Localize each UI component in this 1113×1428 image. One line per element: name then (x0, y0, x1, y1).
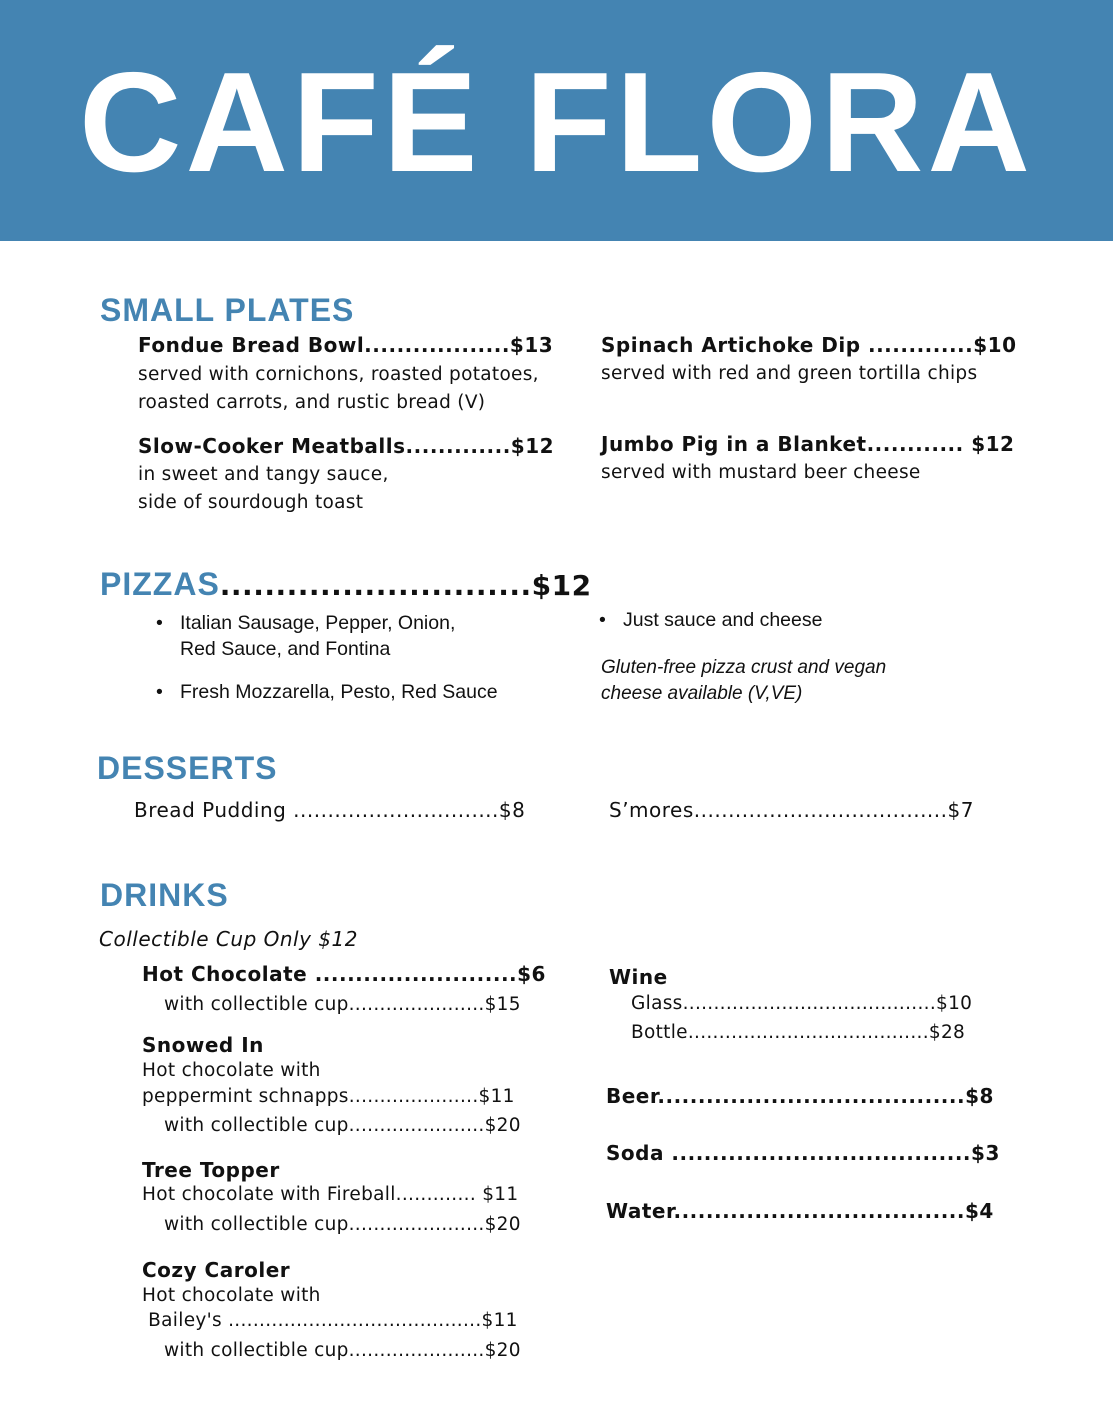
cozy-caroler-desc-2: Bailey's .........................................$11 (142, 1310, 518, 1331)
collectible-cup-note: Collectible Cup Only $12 (99, 927, 358, 951)
fondue-bread-bowl-name: Fondue Bread Bowl..................$13 (138, 333, 554, 357)
bullet-icon: • (156, 681, 163, 703)
pizza-option-1 (156, 610, 456, 662)
smores: S’mores.....................................$7 (609, 798, 974, 822)
beer: Beer......................................$8 (606, 1084, 994, 1108)
water: Water....................................$4 (606, 1199, 994, 1223)
cozy-caroler-name: Cozy Caroler (142, 1258, 291, 1282)
pizza-note-line-2: cheese available (V,VE) (601, 683, 803, 704)
pizzas-heading: PIZZAS (100, 566, 220, 602)
bullet-icon: • (156, 612, 163, 634)
hot-chocolate-cup: with collectible cup......................$15 (164, 994, 521, 1015)
cozy-caroler-cup: with collectible cup......................$20 (164, 1340, 521, 1361)
drinks-heading: DRINKS (100, 877, 229, 913)
pizza-option-2 (156, 679, 498, 705)
wine-glass: Glass.........................................$10 (631, 993, 973, 1014)
cozy-caroler-desc-1: Hot chocolate with (142, 1285, 321, 1306)
pizza-option-1-line-2: Red Sauce, and Fontina (180, 638, 391, 660)
bread-pudding: Bread Pudding ..............................$8 (134, 798, 526, 822)
meatballs-desc-1: in sweet and tangy sauce, (138, 464, 389, 485)
soda: Soda .....................................$3 (606, 1141, 1000, 1165)
desserts-heading: DESSERTS (97, 750, 278, 786)
spinach-artichoke-dip-name: Spinach Artichoke Dip .............$10 (601, 333, 1017, 357)
fondue-bread-bowl-desc-1: served with cornichons, roasted potatoes, (138, 364, 539, 385)
header-banner (0, 0, 1113, 241)
tree-topper-desc: Hot chocolate with Fireball............. $11 (142, 1184, 519, 1205)
pizza-note (601, 655, 886, 707)
snowed-in-desc-1: Hot chocolate with (142, 1060, 321, 1081)
pizza-option-3 (599, 607, 823, 633)
meatballs-desc-2: side of sourdough toast (138, 492, 364, 513)
cafe-title: CAFÉ FLORA (78, 43, 1035, 202)
pizza-option-1-line-1: Italian Sausage, Pepper, Onion, (180, 612, 456, 634)
spinach-artichoke-dip-desc: served with red and green tortilla chips (601, 363, 978, 384)
snowed-in-cup: with collectible cup......................$20 (164, 1115, 521, 1136)
hot-chocolate-name: Hot Chocolate .........................$6 (142, 962, 546, 986)
snowed-in-name: Snowed In (142, 1033, 264, 1057)
pizza-option-3-line-1: Just sauce and cheese (623, 609, 823, 631)
tree-topper-cup: with collectible cup......................$20 (164, 1214, 521, 1235)
snowed-in-desc-2: peppermint schnapps.....................$11 (142, 1086, 515, 1107)
tree-topper-name: Tree Topper (142, 1158, 280, 1182)
pizza-note-line-1: Gluten-free pizza crust and vegan (601, 657, 887, 678)
pizzas-price: ............................$12 (219, 569, 592, 602)
bullet-icon: • (599, 609, 606, 631)
wine-name: Wine (609, 965, 668, 989)
small-plates-heading: SMALL PLATES (100, 292, 355, 328)
pig-in-blanket-desc: served with mustard beer cheese (601, 462, 921, 483)
pig-in-blanket-name: Jumbo Pig in a Blanket............ $12 (601, 432, 1015, 456)
meatballs-name: Slow-Cooker Meatballs.............$12 (138, 434, 555, 458)
fondue-bread-bowl-desc-2: roasted carrots, and rustic bread (V) (138, 392, 486, 413)
wine-bottle: Bottle.......................................$28 (631, 1022, 966, 1043)
pizzas-heading-row (100, 566, 592, 602)
pizza-option-2-line-1: Fresh Mozzarella, Pesto, Red Sauce (180, 681, 498, 703)
